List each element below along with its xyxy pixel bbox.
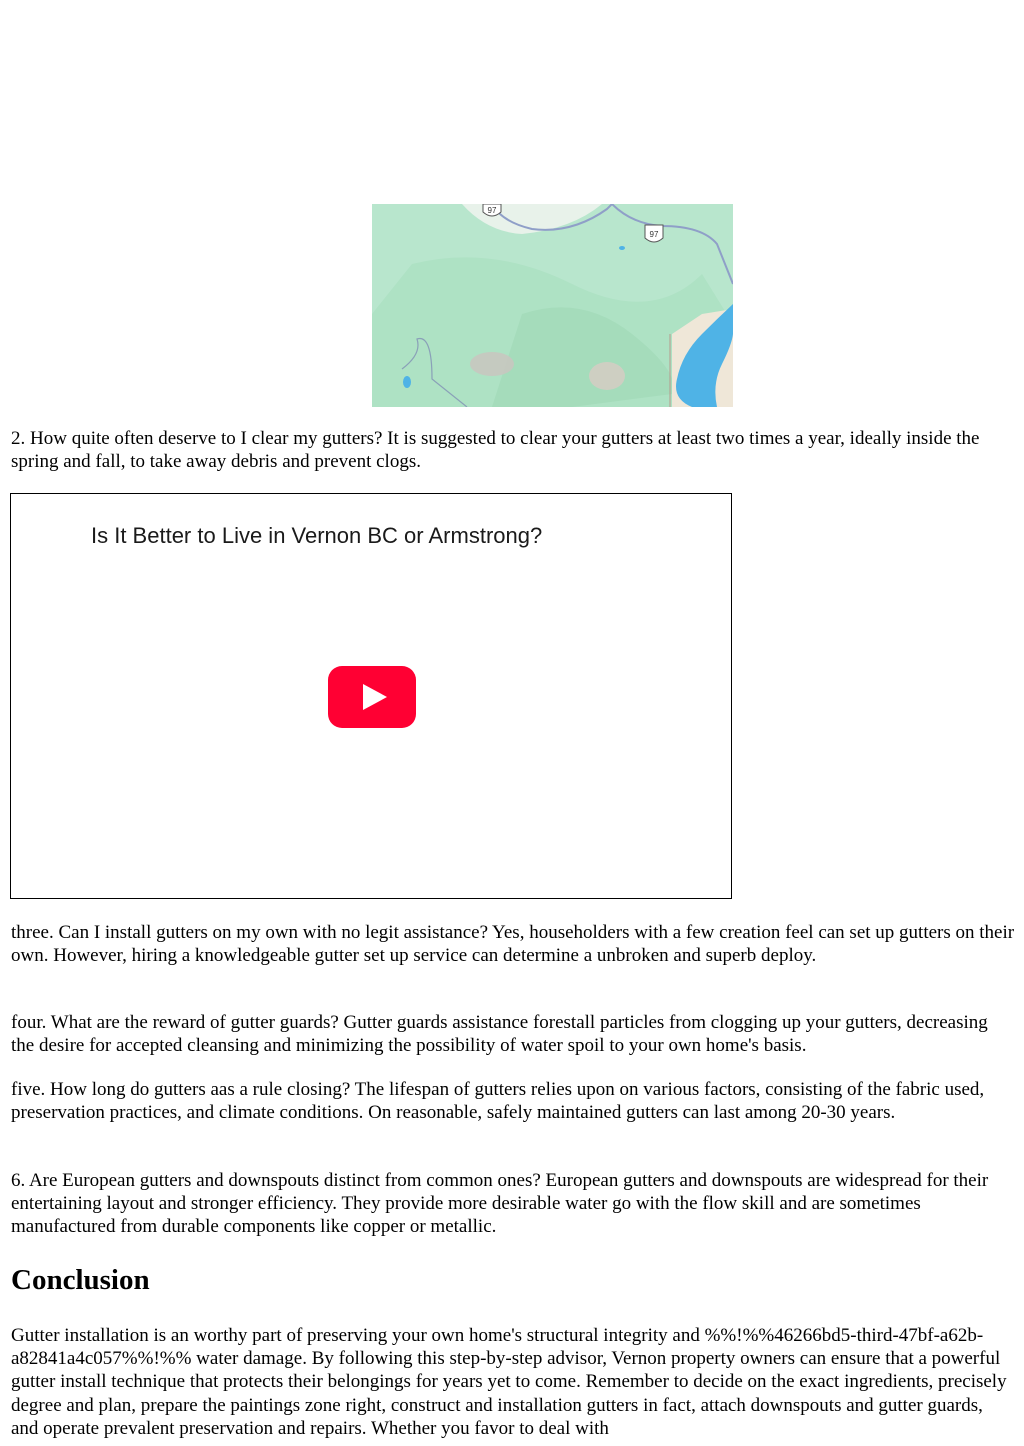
video-title: Is It Better to Live in Vernon BC or Armstrong?: [91, 523, 543, 548]
route-shield-icon: [645, 225, 663, 242]
conclusion-paragraph: Gutter installation is an worthy part of preserving your own home's structural integrity and %%!%%46266bd5-third-47bf-a62b-a82841a4c057%%!%% water damage. By following this step-by-step advisor, Vernon property owners can ensure that a powerful gutter install technique that protects their belongings for years yet to come. Remember to decide on the exact ingredients, precisely degree and plan, prepare the paintings zone right, construct and installation gutters in fact, attach downspouts and gutter guards, and operate prevalent preservation and repairs. Whether you favor to deal with: [11, 1325, 1007, 1439]
faq-answer-4: four. What are the reward of gutter guards? Gutter guards assistance forestall particles from clogging up your gutters, decreasing the desire for accepted cleansing and minimizing the possibility of water spoil to your own home's basis.: [11, 1012, 988, 1057]
route-shield-icon: [483, 204, 501, 216]
faq-answer-6: 6. Are European gutters and downspouts distinct from common ones? European gutters and downspouts are widespread for their entertaining layout and stronger efficiency. They provide more desirable water go with the flow skill and are sometimes manufactured from durable components like copper or metallic.: [11, 1170, 989, 1238]
map-embed[interactable]: [372, 204, 733, 407]
video-embed[interactable]: [10, 493, 732, 899]
faq-answer-5: five. How long do gutters aas a rule closing? The lifespan of gutters relies upon on various factors, consisting of the fabric used, preservation practices, and climate conditions. On reasonable, safely maintained gutters can last among 20-30 years.: [11, 1079, 985, 1124]
conclusion-heading: Conclusion: [11, 1264, 150, 1296]
play-button-icon[interactable]: [328, 666, 416, 728]
map-graphic: [372, 204, 733, 407]
route-shield-label: 97: [487, 206, 497, 215]
faq-answer-2: 2. How quite often deserve to I clear my gutters? It is suggested to clear your gutters at least two times a year, ideally inside the spring and fall, to take away debris and prevent clogs.: [11, 428, 980, 473]
route-shield-label: 97: [649, 230, 659, 239]
faq-answer-3: three. Can I install gutters on my own with no legit assistance? Yes, householders with a few creation feel can set up gutters on their own. However, hiring a knowledgeable gutter set up service can determine a unbroken and superb deploy.: [11, 922, 1015, 967]
